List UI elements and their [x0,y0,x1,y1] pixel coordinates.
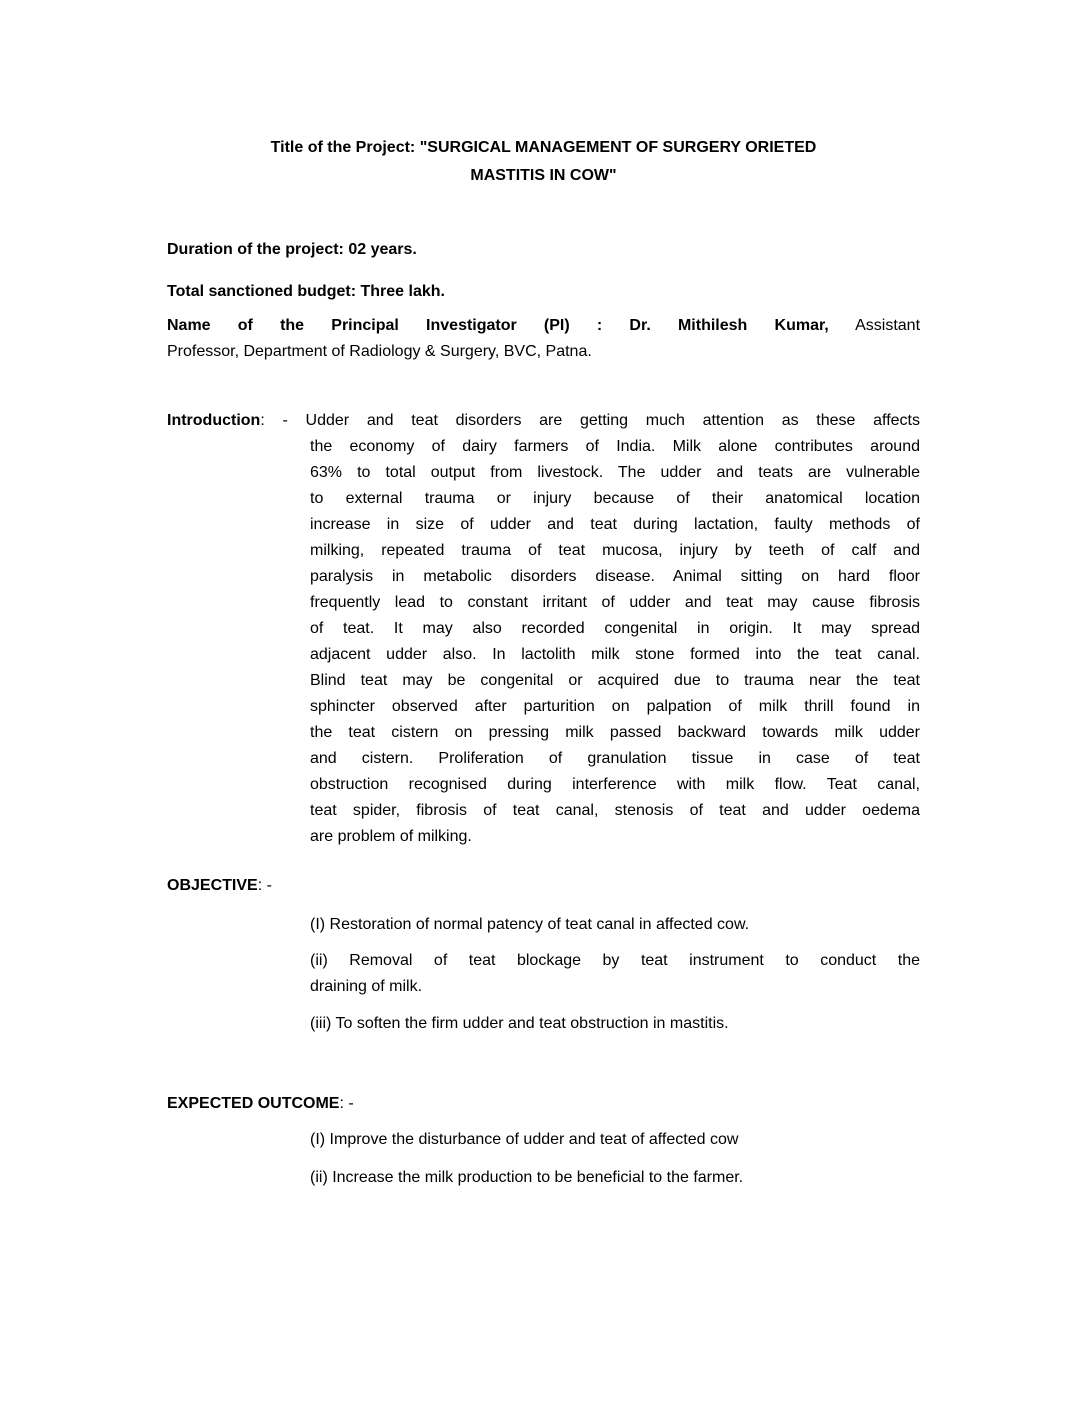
expected-outcome-heading [167,1091,920,1117]
objective-heading [167,873,920,899]
expected-outcome-item-2: (ii) Increase the milk production to be beneficial to the farmer. [310,1169,744,1186]
introduction-section [167,408,920,850]
introduction-line: the teat cistern on pressing milk passed backward towards milk udder [310,724,920,741]
introduction-line: teat spider, fibrosis of teat canal, stenosis of teat and udder oedema [310,802,920,819]
principal-investigator [167,313,920,365]
introduction-line: frequently lead to constant irritant of udder and teat may cause fibrosis [310,594,920,611]
introduction-line: to external trauma or injury because of their anatomical location [310,490,920,507]
objective-item-2-line-1: (ii) Removal of teat blockage by teat instrument to conduct the [310,952,920,969]
introduction-text: Udder and teat disorders are getting much attention as these affects [305,412,920,429]
introduction-line: 63% to total output from livestock. The udder and teats are vulnerable [310,464,920,481]
principal-investigator-name: Name of the Principal Investigator (PI) : Dr. Mithilesh Kumar, [167,317,829,334]
introduction-line: the economy of dairy farmers of India. Milk alone contributes around [310,438,920,455]
project-duration: Duration of the project: 02 years. [167,241,417,258]
objective-item-2 [310,948,920,1000]
introduction-line: Blind teat may be congenital or acquired due to trauma near the teat [310,672,920,689]
principal-investigator-line-1 [167,313,920,339]
objective-item-1: (I) Restoration of normal patency of teat canal in affected cow. [310,916,750,933]
introduction-line: and cistern. Proliferation of granulation tissue in case of teat [310,750,920,767]
objective-heading-separator: : - [257,877,272,894]
introduction-line: are problem of milking. [310,828,472,845]
objective-item-3: (iii) To soften the firm udder and teat obstruction in mastitis. [310,1015,729,1032]
introduction-line: of teat. It may also recorded congenital in origin. It may spread [310,620,920,637]
introduction-label: Introduction [167,412,261,429]
expected-outcome-heading-label: EXPECTED OUTCOME [167,1095,340,1112]
objective-heading-label: OBJECTIVE [167,877,258,894]
expected-outcome-heading-separator: : - [339,1095,354,1112]
introduction-line: adjacent udder also. In lactolith milk stone formed into the teat canal. [310,646,920,663]
introduction-line [167,408,920,434]
project-title [167,134,920,190]
introduction-line: sphincter observed after parturition on palpation of milk thrill found in [310,698,920,715]
principal-investigator-line-2: Professor, Department of Radiology & Surgery, BVC, Patna. [167,343,592,360]
objective-item-2-line-2: draining of milk. [310,978,423,995]
project-title-line-1: Title of the Project: "SURGICAL MANAGEMENT OF SURGERY ORIETED [270,139,817,156]
expected-outcome-item-1: (I) Improve the disturbance of udder and teat of affected cow [310,1131,739,1148]
introduction-line: obstruction recognised during interference with milk flow. Teat canal, [310,776,920,793]
sanctioned-budget: Total sanctioned budget: Three lakh. [167,283,445,300]
introduction-line: paralysis in metabolic disorders disease. Animal sitting on hard floor [310,568,920,585]
introduction-separator: : - [260,412,288,429]
project-title-line-2: MASTITIS IN COW" [470,167,617,184]
introduction-line: increase in size of udder and teat during lactation, faulty methods of [310,516,920,533]
introduction-line: milking, repeated trauma of teat mucosa, injury by teeth of calf and [310,542,920,559]
principal-investigator-designation: Assistant [855,317,921,334]
